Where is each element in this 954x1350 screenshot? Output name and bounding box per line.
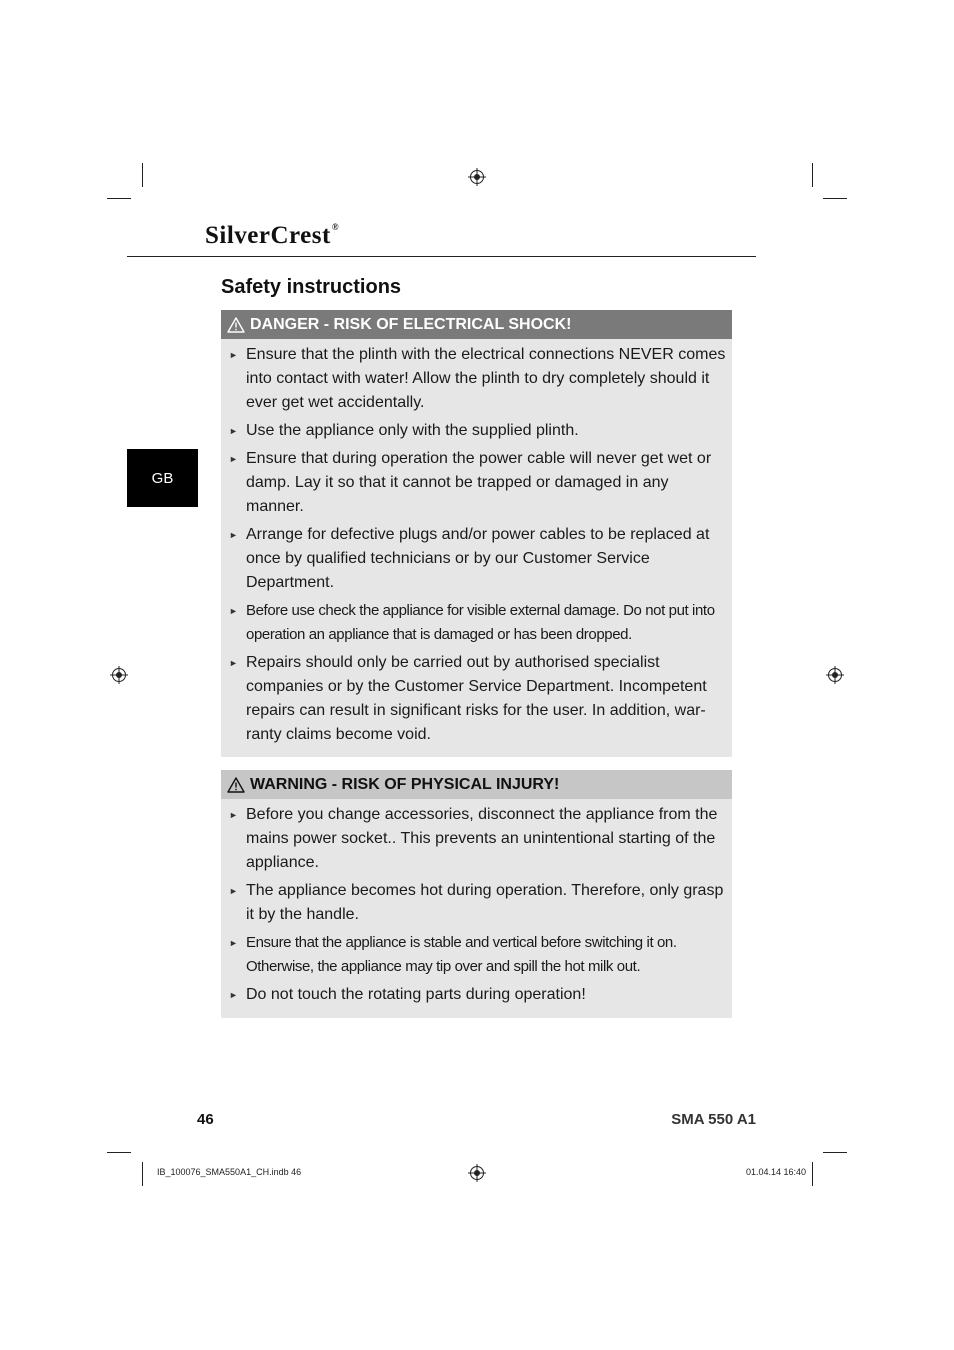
danger-list	[221, 339, 732, 747]
list-item-text: Do not touch the rotating parts during operation!	[246, 986, 586, 1003]
list-item-text: Use the appliance only with the supplied plinth.	[246, 422, 579, 439]
crop-mark	[142, 163, 143, 187]
list-item	[227, 803, 726, 875]
list-item-text: Arrange for defective plugs and/or power cables to be replaced at once by qualified technicians or by our Customer Service Department.	[246, 526, 710, 591]
crop-mark	[107, 198, 131, 199]
language-tab	[127, 449, 198, 507]
bullet-arrow-icon: ►	[229, 810, 238, 820]
list-item	[227, 599, 726, 647]
warning-triangle-icon	[227, 317, 245, 333]
danger-heading	[221, 310, 732, 339]
list-item	[227, 447, 726, 519]
page-title: Safety instructions	[221, 276, 402, 298]
list-item-text: Ensure that the plinth with the electrical connections NEVER comes into contact with water! Allow the plinth to dry completely should it ever get wet accidentally.	[246, 346, 726, 411]
print-slug-file: IB_100076_SMA550A1_CH.indb 46	[157, 1167, 302, 1177]
registration-mark-icon	[468, 1164, 486, 1182]
model-number: SMA 550 A1	[671, 1111, 756, 1128]
page-number: 46	[197, 1111, 214, 1128]
list-item-text: Ensure that during operation the power cable will never get wet or damp. Lay it so that it cannot be trapped or damaged in any manner.	[246, 450, 712, 515]
bullet-arrow-icon: ►	[229, 938, 238, 948]
list-item	[227, 879, 726, 927]
bullet-arrow-icon: ►	[229, 530, 238, 540]
bullet-arrow-icon: ►	[229, 350, 238, 360]
list-item	[227, 983, 726, 1007]
bullet-arrow-icon: ►	[229, 606, 238, 616]
warning-triangle-icon	[227, 777, 245, 793]
bullet-arrow-icon: ►	[229, 454, 238, 464]
list-item-text: Repairs should only be carried out by authorised specialist companies or by the Customer Service Department. Incompetent repairs can result in significant risks for the user. In addition, war-ranty claims become void.	[246, 654, 707, 743]
list-item	[227, 419, 726, 443]
crop-mark	[142, 1162, 143, 1186]
header-rule	[127, 256, 756, 257]
warning-box	[221, 770, 732, 1018]
warning-heading-text: WARNING - RISK OF PHYSICAL INJURY!	[250, 775, 560, 793]
list-item-text: Before you change accessories, disconnect the appliance from the mains power socket.. This prevents an unintentional starting of the appliance.	[246, 806, 718, 871]
crop-mark	[823, 198, 847, 199]
danger-heading-text: DANGER - RISK OF ELECTRICAL SHOCK!	[250, 315, 572, 333]
logo-text: SilverCrest	[205, 222, 331, 249]
brand-logo	[205, 222, 339, 250]
warning-heading	[221, 770, 732, 799]
bullet-arrow-icon: ►	[229, 426, 238, 436]
list-item-text: Ensure that the appliance is stable and vertical before switching it on. Otherwise, the appliance may tip over and spill the hot milk out.	[246, 934, 677, 975]
list-item-text: Before use check the appliance for visible external damage. Do not put into operation an appliance that is damaged or has been dropped.	[246, 602, 715, 643]
warning-list	[221, 799, 732, 1007]
bullet-arrow-icon: ►	[229, 990, 238, 1000]
registration-mark-icon	[468, 168, 486, 186]
list-item	[227, 931, 726, 979]
language-tab-label: GB	[151, 469, 174, 487]
crop-mark	[823, 1152, 847, 1153]
crop-mark	[812, 1162, 813, 1186]
bullet-arrow-icon: ►	[229, 658, 238, 668]
list-item-text: The appliance becomes hot during operation. Therefore, only grasp it by the handle.	[246, 882, 724, 923]
print-slug-datetime: 01.04.14 16:40	[745, 1167, 806, 1177]
registration-mark-icon	[110, 666, 128, 684]
bullet-arrow-icon: ►	[229, 886, 238, 896]
registration-mark-icon	[826, 666, 844, 684]
list-item	[227, 343, 726, 415]
list-item	[227, 523, 726, 595]
danger-box	[221, 310, 732, 757]
registered-mark: ®	[331, 222, 340, 232]
crop-mark	[107, 1152, 131, 1153]
crop-mark	[812, 163, 813, 187]
list-item	[227, 651, 726, 747]
